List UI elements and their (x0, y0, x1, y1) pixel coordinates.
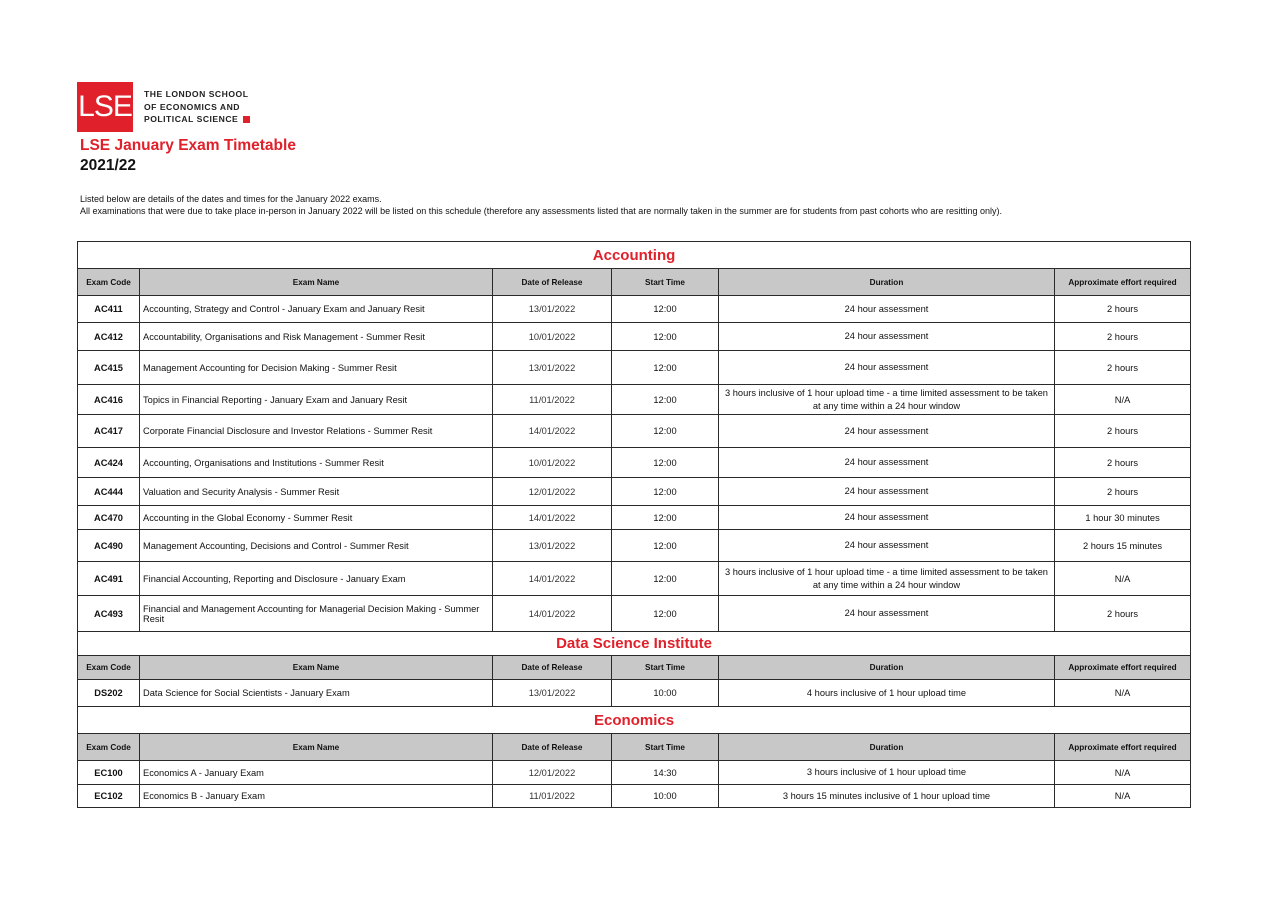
duration-cell: 3 hours inclusive of 1 hour upload time - a time limited assessment to be taken at any time within a 24 hour window (719, 562, 1055, 596)
exam-code-cell: DS202 (78, 680, 140, 707)
table-row (78, 530, 1191, 562)
release-date-cell: 11/01/2022 (493, 785, 612, 808)
release-date-cell: 14/01/2022 (493, 506, 612, 530)
section-heading-row (78, 242, 1191, 269)
logo-line: OF ECONOMICS AND (144, 101, 241, 112)
duration-cell: 24 hour assessment (719, 351, 1055, 385)
duration-cell: 24 hour assessment (719, 323, 1055, 351)
logo-square-icon (243, 116, 250, 123)
lse-logo-wordmark (144, 88, 250, 126)
exam-code-cell: AC490 (78, 530, 140, 562)
column-header-row (78, 269, 1191, 296)
table-row (78, 415, 1191, 448)
effort-cell: N/A (1055, 680, 1191, 707)
table-row (78, 323, 1191, 351)
effort-cell: N/A (1055, 761, 1191, 785)
exam-name-cell: Financial and Management Accounting for Managerial Decision Making - Summer Resit (140, 596, 493, 632)
exam-code-cell: AC416 (78, 385, 140, 415)
start-time-cell: 12:00 (612, 562, 719, 596)
duration-cell: 24 hour assessment (719, 415, 1055, 448)
start-time-cell: 12:00 (612, 323, 719, 351)
exam-timetable (77, 241, 1191, 808)
duration-cell: 3 hours 15 minutes inclusive of 1 hour upload time (719, 785, 1055, 808)
col-header-effort: Approximate effort required (1055, 269, 1191, 296)
intro-line: Listed below are details of the dates and times for the January 2022 exams. (80, 194, 382, 204)
effort-cell: N/A (1055, 562, 1191, 596)
exam-name-cell: Accounting in the Global Economy - Summer Resit (140, 506, 493, 530)
col-header-exam-code: Exam Code (78, 269, 140, 296)
exam-name-cell: Economics A - January Exam (140, 761, 493, 785)
column-header-row (78, 734, 1191, 761)
start-time-cell: 12:00 (612, 351, 719, 385)
release-date-cell: 14/01/2022 (493, 596, 612, 632)
table-row (78, 478, 1191, 506)
release-date-cell: 13/01/2022 (493, 680, 612, 707)
start-time-cell: 10:00 (612, 680, 719, 707)
duration-cell: 3 hours inclusive of 1 hour upload time - a time limited assessment to be taken at any time within a 24 hour window (719, 385, 1055, 415)
exam-code-cell: AC470 (78, 506, 140, 530)
col-header-duration: Duration (719, 269, 1055, 296)
effort-cell: 2 hours 15 minutes (1055, 530, 1191, 562)
section-heading: Accounting (78, 242, 1191, 269)
effort-cell: N/A (1055, 785, 1191, 808)
intro-line: All examinations that were due to take place in-person in January 2022 will be listed on this schedule (therefore any assessments listed that are normally taken in the summer are for students from past cohorts who are resitting only). (80, 206, 1002, 216)
exam-name-cell: Accounting, Organisations and Institutions - Summer Resit (140, 448, 493, 478)
col-header-exam-name: Exam Name (140, 269, 493, 296)
release-date-cell: 11/01/2022 (493, 385, 612, 415)
release-date-cell: 13/01/2022 (493, 296, 612, 323)
duration-cell: 24 hour assessment (719, 296, 1055, 323)
effort-cell: 2 hours (1055, 323, 1191, 351)
col-header-start-time: Start Time (612, 656, 719, 680)
release-date-cell: 12/01/2022 (493, 478, 612, 506)
col-header-duration: Duration (719, 656, 1055, 680)
table-row (78, 351, 1191, 385)
logo-line: POLITICAL SCIENCE (144, 113, 250, 126)
exam-code-cell: AC412 (78, 323, 140, 351)
section-heading: Data Science Institute (78, 632, 1191, 656)
col-header-effort: Approximate effort required (1055, 656, 1191, 680)
section-heading-row (78, 632, 1191, 656)
col-header-start-time: Start Time (612, 269, 719, 296)
release-date-cell: 10/01/2022 (493, 448, 612, 478)
exam-code-cell: AC444 (78, 478, 140, 506)
lse-logo (77, 82, 250, 132)
effort-cell: N/A (1055, 385, 1191, 415)
release-date-cell: 12/01/2022 (493, 761, 612, 785)
table-row (78, 506, 1191, 530)
intro-text (80, 193, 1002, 217)
table-row (78, 562, 1191, 596)
exam-name-cell: Management Accounting for Decision Making - Summer Resit (140, 351, 493, 385)
effort-cell: 2 hours (1055, 478, 1191, 506)
start-time-cell: 12:00 (612, 596, 719, 632)
col-header-effort: Approximate effort required (1055, 734, 1191, 761)
section-heading-row (78, 707, 1191, 734)
col-header-exam-name: Exam Name (140, 734, 493, 761)
start-time-cell: 12:00 (612, 385, 719, 415)
exam-name-cell: Accounting, Strategy and Control - January Exam and January Resit (140, 296, 493, 323)
duration-cell: 24 hour assessment (719, 530, 1055, 562)
exam-code-cell: EC102 (78, 785, 140, 808)
exam-name-cell: Management Accounting, Decisions and Control - Summer Resit (140, 530, 493, 562)
exam-code-cell: AC424 (78, 448, 140, 478)
duration-cell: 24 hour assessment (719, 448, 1055, 478)
start-time-cell: 12:00 (612, 415, 719, 448)
effort-cell: 2 hours (1055, 351, 1191, 385)
table-row (78, 680, 1191, 707)
exam-name-cell: Economics B - January Exam (140, 785, 493, 808)
start-time-cell: 12:00 (612, 296, 719, 323)
col-header-exam-code: Exam Code (78, 734, 140, 761)
release-date-cell: 13/01/2022 (493, 530, 612, 562)
table-row (78, 448, 1191, 478)
exam-name-cell: Valuation and Security Analysis - Summer Resit (140, 478, 493, 506)
effort-cell: 2 hours (1055, 596, 1191, 632)
table-row (78, 761, 1191, 785)
exam-name-cell: Accountability, Organisations and Risk Management - Summer Resit (140, 323, 493, 351)
academic-year: 2021/22 (80, 157, 137, 174)
exam-code-cell: AC493 (78, 596, 140, 632)
start-time-cell: 12:00 (612, 478, 719, 506)
table-row (78, 296, 1191, 323)
exam-name-cell: Data Science for Social Scientists - January Exam (140, 680, 493, 707)
start-time-cell: 10:00 (612, 785, 719, 808)
section-heading: Economics (78, 707, 1191, 734)
duration-cell: 24 hour assessment (719, 596, 1055, 632)
effort-cell: 2 hours (1055, 296, 1191, 323)
col-header-date: Date of Release (493, 656, 612, 680)
exam-name-cell: Topics in Financial Reporting - January Exam and January Resit (140, 385, 493, 415)
release-date-cell: 10/01/2022 (493, 323, 612, 351)
start-time-cell: 12:00 (612, 448, 719, 478)
table-row (78, 385, 1191, 415)
duration-cell: 24 hour assessment (719, 506, 1055, 530)
exam-name-cell: Corporate Financial Disclosure and Investor Relations - Summer Resit (140, 415, 493, 448)
col-header-duration: Duration (719, 734, 1055, 761)
col-header-date: Date of Release (493, 734, 612, 761)
exam-code-cell: EC100 (78, 761, 140, 785)
exam-code-cell: AC411 (78, 296, 140, 323)
start-time-cell: 14:30 (612, 761, 719, 785)
table-row (78, 785, 1191, 808)
col-header-exam-name: Exam Name (140, 656, 493, 680)
effort-cell: 2 hours (1055, 448, 1191, 478)
duration-cell: 3 hours inclusive of 1 hour upload time (719, 761, 1055, 785)
page-title: LSE January Exam Timetable (80, 137, 296, 154)
start-time-cell: 12:00 (612, 506, 719, 530)
duration-cell: 4 hours inclusive of 1 hour upload time (719, 680, 1055, 707)
duration-cell: 24 hour assessment (719, 478, 1055, 506)
lse-logo-mark: LSE (77, 82, 133, 132)
table-row (78, 596, 1191, 632)
exam-code-cell: AC491 (78, 562, 140, 596)
release-date-cell: 14/01/2022 (493, 415, 612, 448)
col-header-start-time: Start Time (612, 734, 719, 761)
column-header-row (78, 656, 1191, 680)
effort-cell: 2 hours (1055, 415, 1191, 448)
start-time-cell: 12:00 (612, 530, 719, 562)
exam-name-cell: Financial Accounting, Reporting and Disclosure - January Exam (140, 562, 493, 596)
exam-code-cell: AC415 (78, 351, 140, 385)
effort-cell: 1 hour 30 minutes (1055, 506, 1191, 530)
release-date-cell: 14/01/2022 (493, 562, 612, 596)
release-date-cell: 13/01/2022 (493, 351, 612, 385)
col-header-exam-code: Exam Code (78, 656, 140, 680)
col-header-date: Date of Release (493, 269, 612, 296)
exam-code-cell: AC417 (78, 415, 140, 448)
logo-line: THE LONDON SCHOOL (144, 89, 249, 100)
